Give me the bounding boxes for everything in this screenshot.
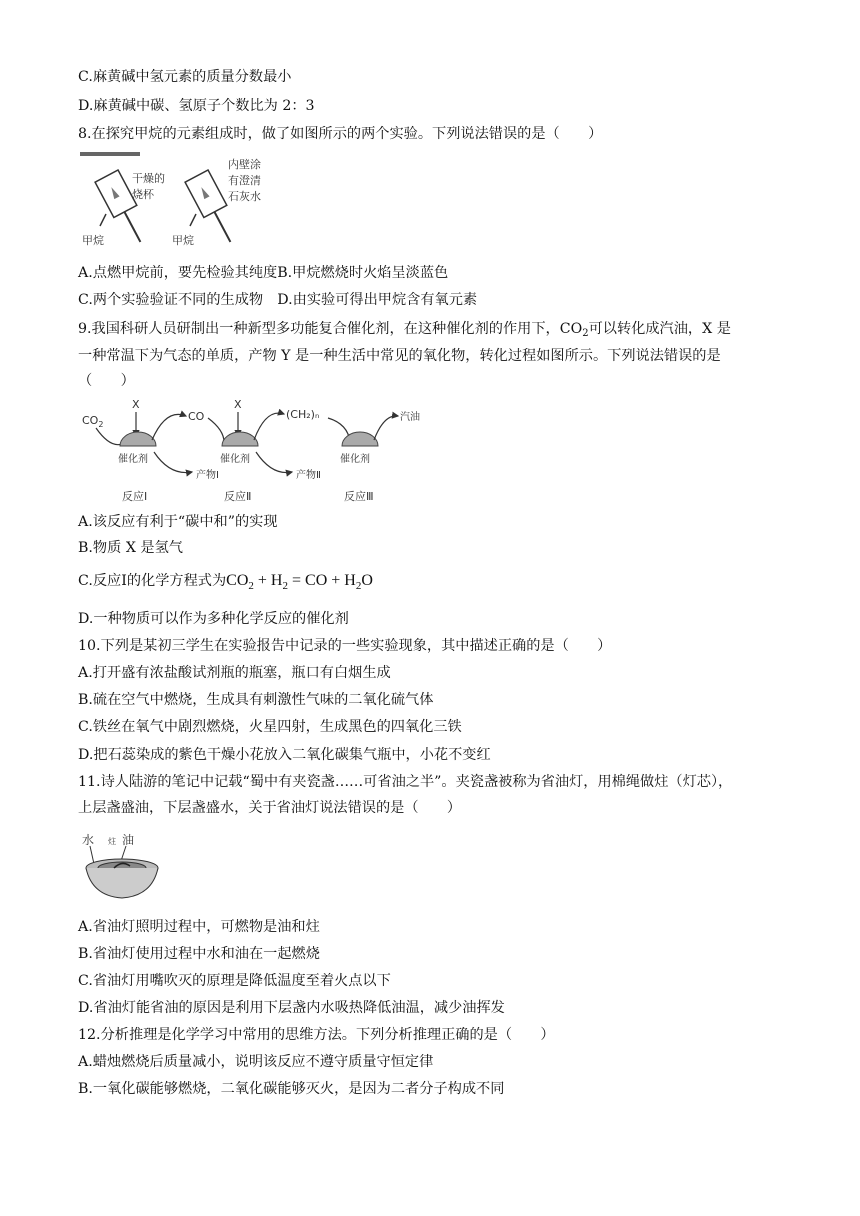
label-methane-right: 甲烷 — [172, 234, 194, 247]
q10-option-b: B.硫在空气中燃烧，生成具有刺激性气味的二氧化硫气体 — [78, 692, 434, 708]
q9-option-b: B.物质 X 是氢气 — [78, 540, 183, 556]
x-label-2: X — [234, 398, 242, 411]
catalyst-label-3: 催化剂 — [340, 454, 370, 465]
arrow-co-in — [208, 418, 224, 442]
label-limewater-1: 内壁涂 — [228, 158, 261, 171]
label-dry-beaker-2: 烧杯 — [132, 188, 154, 201]
q8-options-cd: C.两个实验验证不同的生成物 D.由实验可得出甲烷含有氧元素 — [78, 292, 478, 308]
reaction-equation: $CO_2 + H_2$ = CO + $H_2O$ — [226, 572, 373, 592]
label-limewater-3: 石灰水 — [228, 190, 261, 203]
lamp-bowl-icon — [86, 868, 158, 898]
q12-option-b: B.一氧化碳能够燃烧，二氧化碳能够灭火，是因为二者分子构成不同 — [78, 1081, 505, 1097]
product-1-label: 产物Ⅰ — [196, 470, 219, 481]
q12-stem: 12.分析推理是化学学习中常用的思维方法。下列分析推理正确的是（ ） — [78, 1027, 555, 1043]
q11-option-d: D.省油灯能省油的原因是利用下层盏内水吸热降低油温，减少油挥发 — [78, 1000, 505, 1016]
q11-oil-lamp-figure — [80, 830, 170, 906]
arrow-product-1 — [154, 452, 192, 473]
ch2n-label: (CH₂)ₙ — [286, 408, 320, 421]
label-limewater-2: 有澄清 — [228, 174, 261, 187]
q10-option-c: C.铁丝在氧气中剧烈燃烧，火星四射，生成黑色的四氧化三铁 — [78, 719, 462, 735]
reaction-1-label: 反应Ⅰ — [122, 490, 148, 503]
q9-option-d: D.一种物质可以作为多种化学反应的催化剂 — [78, 611, 349, 627]
arrow-to-co — [152, 414, 186, 440]
arrow-left — [100, 214, 106, 226]
label-methane-left: 甲烷 — [82, 234, 104, 247]
q7-option-d: D.麻黄碱中碳、氢原子个数比为 2：3 — [78, 98, 315, 114]
reaction-3-label: 反应Ⅲ — [344, 490, 374, 503]
q9-catalysis-process-figure — [80, 398, 430, 506]
co-label: CO — [188, 410, 205, 423]
arrow-product-2 — [256, 452, 292, 473]
arrow-co2-in — [96, 428, 122, 445]
arrow-right — [190, 214, 196, 226]
co2-label: $CO_2$ — [82, 414, 104, 429]
catalyst-label-1: 催化剂 — [118, 454, 148, 465]
wick-label: 炷 — [108, 837, 116, 846]
q10-option-a: A.打开盛有浓盐酸试剂瓶的瓶塞，瓶口有白烟生成 — [78, 665, 391, 681]
x-label-1: X — [132, 398, 140, 411]
water-label: 水 — [82, 833, 95, 847]
reaction-2-label: 反应Ⅱ — [224, 490, 252, 503]
q7-option-c: C.麻黄碱中氢元素的质量分数最小 — [78, 69, 292, 85]
water-pointer — [90, 846, 94, 864]
arrow-to-ch2n — [254, 413, 284, 440]
q11-option-b: B.省油灯使用过程中水和油在一起燃烧 — [78, 946, 320, 962]
catalyst-dome-2 — [222, 432, 258, 446]
q11-stem-line-2: 上层盏盛油，下层盏盛水，关于省油灯说法错误的是（ ） — [78, 800, 462, 816]
q12-option-a: A.蜡烛燃烧后质量减小，说明该反应不遵守质量守恒定律 — [78, 1054, 434, 1070]
catalyst-label-2: 催化剂 — [220, 454, 250, 465]
gasoline-label: 汽油 — [400, 412, 420, 423]
q8-stem: 8.在探究甲烷的元素组成时，做了如图所示的两个实验。下列说法错误的是（ ） — [78, 126, 603, 142]
q9-option-c: C.反应Ⅰ的化学方程式为$CO_2 + H_2$ = CO + $H_2O$ — [78, 572, 373, 592]
catalyst-dome-1 — [120, 432, 156, 446]
q10-option-d: D.把石蕊染成的紫色干燥小花放入二氧化碳集气瓶中，小花不变红 — [78, 747, 491, 763]
q8-methane-experiment-figure — [80, 152, 300, 250]
oil-label: 油 — [122, 833, 135, 847]
q11-option-a: A.省油灯照明过程中，可燃物是油和炷 — [78, 919, 320, 935]
label-dry-beaker-1: 干燥的 — [132, 172, 165, 185]
q8-options-ab: A.点燃甲烷前，要先检验其纯度B.甲烷燃烧时火焰呈淡蓝色 — [78, 265, 449, 281]
arrow-to-gasoline — [374, 416, 398, 440]
q9-stem-line-2: 一种常温下为气态的单质，产物 Y 是一种生活中常见的氧化物，转化过程如图所示。下列说法错误的是 — [78, 348, 721, 364]
q11-option-c: C.省油灯用嘴吹灭的原理是降低温度至着火点以下 — [78, 973, 391, 989]
cropped-caption-remnant — [80, 152, 140, 156]
q10-stem: 10.下列是某初三学生在实验报告中记录的一些实验现象，其中描述正确的是（ ） — [78, 638, 612, 654]
q11-stem-line-1: 11.诗人陆游的笔记中记载“蜀中有夹瓷盏……可省油之半”。夹瓷盏被称为省油灯，用棉绳做炷（灯芯）， — [78, 774, 733, 790]
product-2-label: 产物Ⅱ — [296, 470, 321, 481]
q9-option-a: A.该反应有利于“碳中和”的实现 — [78, 514, 278, 530]
q9-stem-line-3: （ ） — [78, 373, 135, 389]
q9-stem-line-1: 9.我国科研人员研制出一种新型多功能复合催化剂，在这种催化剂的作用下，$CO_2$可以转化成汽油，X 是 — [78, 321, 731, 339]
